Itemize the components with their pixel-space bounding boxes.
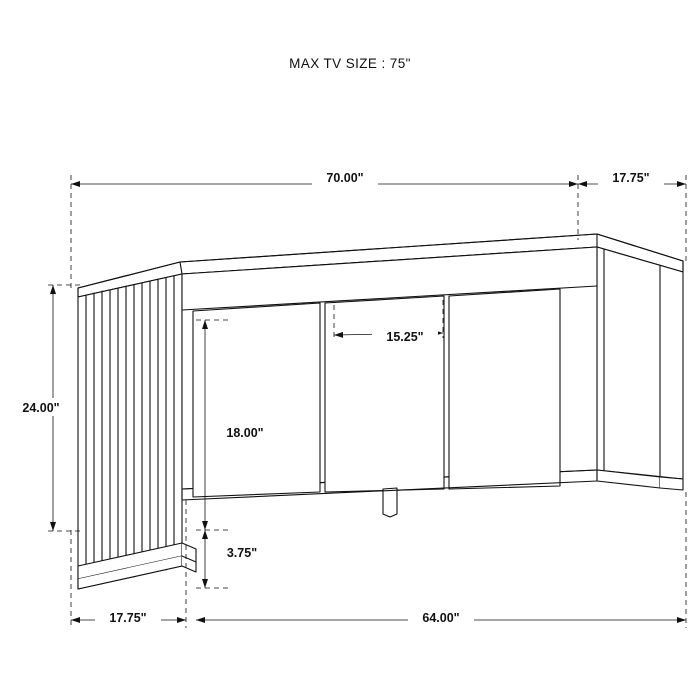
dim-label-depth-bottom-left: 17.75" <box>109 611 147 625</box>
left-slat-panel <box>78 274 182 589</box>
cabinet-door-left <box>193 303 320 497</box>
right-side-panel <box>597 247 683 479</box>
dim-label-base-clearance: 3.75" <box>226 546 258 560</box>
dim-label-front-width: 64.00" <box>422 611 460 625</box>
dim-label-door-height: 18.00" <box>226 426 264 440</box>
dim-label-door-width: 15.25" <box>386 330 424 344</box>
cabinet-door-right <box>449 289 560 489</box>
page-title: MAX TV SIZE : 75" <box>289 56 411 71</box>
dim-label-overall-height: 24.00" <box>22 401 60 415</box>
center-support-foot <box>383 488 397 517</box>
dim-label-depth-top-right: 17.75" <box>612 171 650 185</box>
dim-label-overall-width: 70.00" <box>326 171 364 185</box>
cabinet-door-center <box>325 296 444 492</box>
